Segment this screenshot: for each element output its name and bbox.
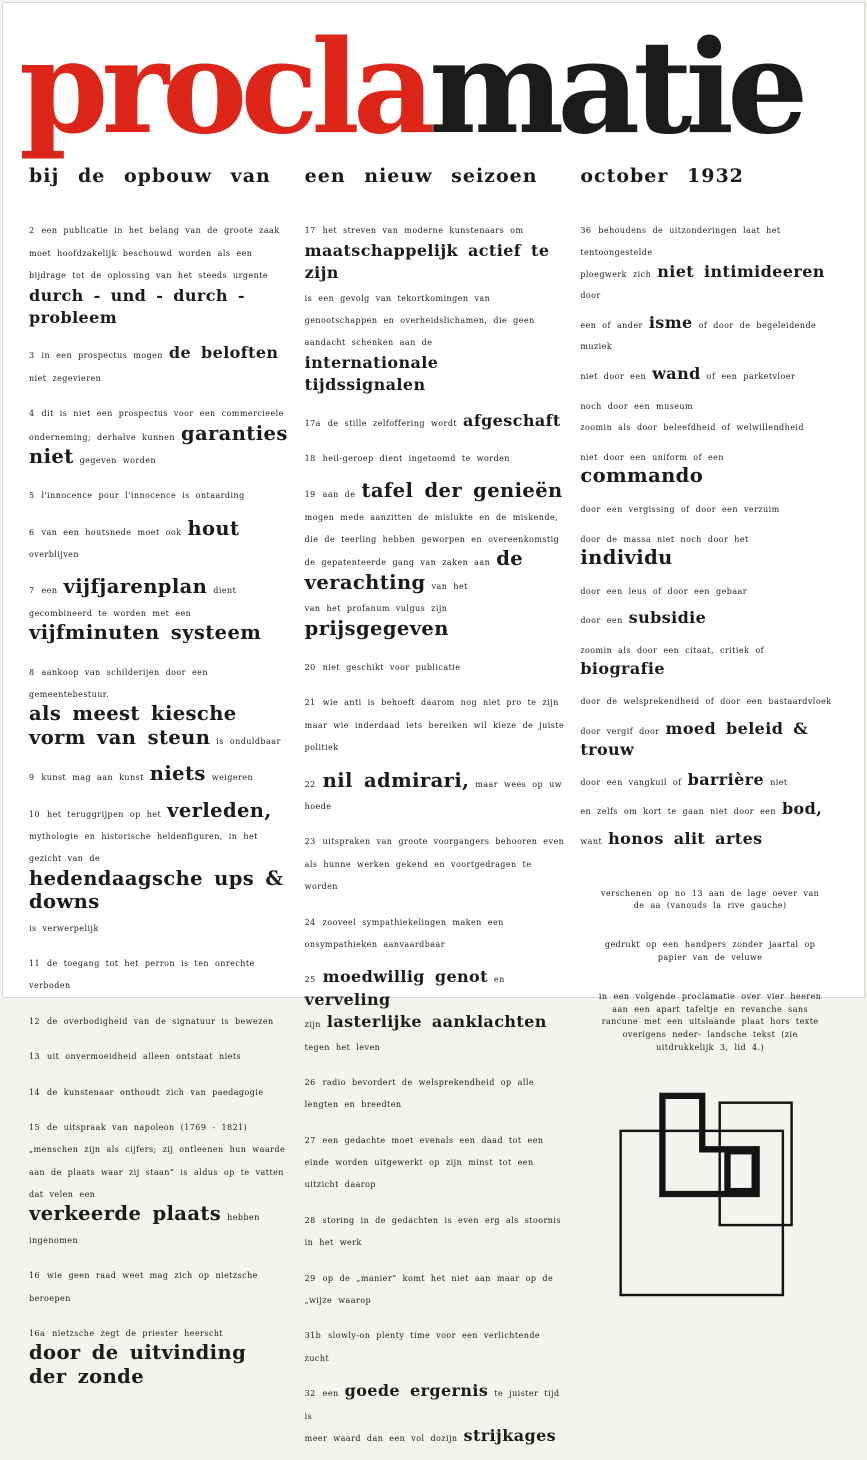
item-number: 27 <box>304 1135 316 1145</box>
item-number: 13 <box>29 1052 40 1062</box>
text-segment: de kunstenaar onthoudt zich van paedagogie <box>46 1087 264 1097</box>
item-number: 16 <box>29 1271 40 1281</box>
proclamation-item <box>29 576 289 645</box>
text-segment: afgeschaft <box>463 410 561 430</box>
item-number: 22 <box>304 779 316 789</box>
text-segment: door de uitvinding der zonde <box>29 1341 247 1388</box>
columns-container <box>3 155 864 1460</box>
item-number: 26 <box>304 1077 316 1087</box>
item-number: 24 <box>304 917 316 927</box>
text-segment: en zelfs om kort te gaan niet door een <box>580 807 782 817</box>
text-segment: honos alit artes <box>608 829 763 849</box>
item-number: 23 <box>304 837 316 847</box>
text-segment: de uitspraak van napoleon (1769 - 1821) „menschen zijn als cijfers; zij ontleenen hun waarde aan de plaats waar zij staan” is aldus op te vatten dat velen een <box>29 1122 286 1200</box>
item-number: 4 <box>29 409 35 419</box>
text-segment: gegeven worden <box>73 455 157 465</box>
proclamation-item <box>580 798 840 820</box>
text-segment: verkeerde plaats <box>29 1202 222 1226</box>
item-number: 17a <box>304 418 321 428</box>
column-october-1932 <box>580 165 840 1460</box>
text-segment: wand <box>652 363 701 383</box>
proclamation-item <box>580 312 840 355</box>
proclamation-item <box>305 828 565 895</box>
text-segment: dient gecombineerd te worden met een <box>29 586 237 618</box>
text-segment: l'innocence pour l'innocence is ontaarding <box>41 491 245 501</box>
text-segment: weigeren <box>205 773 254 783</box>
text-segment: uitspraken van groote voorgangers behooren even als hunne werken gekend en voortgedragen te worden <box>304 837 565 892</box>
text-segment: het teruggrijpen op het <box>46 809 168 819</box>
text-segment: nil admirari, <box>322 768 470 792</box>
text-segment: tegen het leven <box>304 1042 381 1052</box>
note-paragraph: gedrukt op een handpers zonder jaartal op papier van de veluwe <box>604 940 816 963</box>
text-segment: van het profanum vulgus zijn <box>304 604 448 614</box>
proclamation-item <box>29 1114 289 1249</box>
text-segment: ploegwerk zich <box>580 269 658 279</box>
item-number: 29 <box>304 1273 316 1283</box>
text-segment: door <box>580 291 601 301</box>
text-segment: niets <box>149 762 206 786</box>
text-segment: de stille zelfoffering wordt <box>327 418 464 428</box>
proclamation-item <box>305 770 565 816</box>
proclamation-item <box>580 393 840 436</box>
text-segment: een publicatie in het belang van de groote zaak moet hoofdzakelijk beschouwd worden als een bijdrage tot de oplossing van het steeds urgente <box>29 226 280 281</box>
item-number: 28 <box>304 1215 316 1225</box>
text-segment: door de massa niet noch door het <box>580 534 749 544</box>
proclamation-item <box>305 1127 565 1194</box>
text-segment: en <box>487 975 505 985</box>
text-segment: in een prospectus mogen <box>41 351 169 361</box>
proclamation-item <box>29 1079 289 1101</box>
proclamation-item <box>580 578 840 600</box>
item-number: 6 <box>29 527 35 537</box>
text-segment: behoudens de uitzonderingen laat het tentoongestelde <box>580 226 781 257</box>
proclamation-item <box>305 217 565 396</box>
text-segment: overblijven <box>29 550 79 560</box>
text-segment: moed beleid & trouw <box>580 718 809 760</box>
proclamation-item <box>580 828 840 850</box>
item-number: 5 <box>29 491 35 501</box>
text-segment: als meest kiesche vorm van steun <box>29 702 237 749</box>
proclamation-item <box>580 718 840 761</box>
proclamation-item <box>29 217 289 329</box>
proclamation-item <box>580 363 840 385</box>
proclamation-item <box>29 1320 289 1389</box>
proclamation-item <box>29 1262 289 1307</box>
item-number: 7 <box>29 586 35 596</box>
text-segment: zoomin als door een citaat, critiek of <box>580 645 765 655</box>
text-segment: te juister tijd is <box>304 1389 560 1421</box>
proclamation-item <box>29 518 289 564</box>
text-segment: het streven van moderne kunstenaars om <box>322 226 524 236</box>
text-segment: niet door een <box>580 371 653 381</box>
text-segment: vijfjarenplan <box>63 575 208 599</box>
proclamation-item <box>29 400 289 469</box>
text-segment: wie geen raad weet mag zich op nietzsche beroepen <box>29 1271 258 1303</box>
item-number: 2 <box>29 226 35 236</box>
text-segment: door vergif door <box>580 726 666 736</box>
proclamation-item <box>580 688 840 710</box>
text-segment: de overbodigheid van de signatuur is bewezen <box>46 1016 274 1026</box>
text-segment: durch - und - durch - probleem <box>29 285 245 327</box>
abstract-rectangles-figure <box>608 1081 812 1307</box>
item-number: 14 <box>29 1087 40 1097</box>
proclamation-item <box>580 637 840 680</box>
text-segment: is verwerpelijk <box>29 923 99 933</box>
text-segment: verleden, <box>167 798 272 822</box>
text-segment: door een <box>580 616 629 626</box>
text-segment: of een parketvloer <box>700 371 796 381</box>
thick-small-square <box>728 1151 755 1191</box>
proclamation-item <box>580 496 840 518</box>
proclamation-item <box>29 1008 289 1030</box>
proclamation-item <box>580 607 840 629</box>
item-number: 32 <box>304 1389 316 1399</box>
text-segment: kunst mag aan kunst <box>41 773 150 783</box>
text-segment: wie anti is behoeft daarom nog niet pro te zijn maar wie inderdaad iets bereiken wil kieze de juiste politiek <box>304 698 565 753</box>
text-segment: verveling <box>304 989 391 1009</box>
figure-container <box>580 1081 840 1307</box>
proclamation-item <box>29 950 289 995</box>
proclamation-item <box>305 1265 565 1310</box>
proclamation-item <box>305 445 565 467</box>
note-paragraph: in een volgende proclamatie over vier heeren aan een apart tafeltje en revanche sans rancune met een uitslaande plaat hors texte overigens neder- landsche tekst (zie uitdrukkelijk 3, lid 4.) <box>598 991 822 1053</box>
text-segment: strijkages <box>463 1425 557 1445</box>
column-items <box>305 217 565 1447</box>
text-segment: goede ergernis <box>344 1381 489 1401</box>
text-segment: door een vangkuil of <box>580 777 688 787</box>
proclamation-item <box>305 1322 565 1367</box>
text-segment: lasterlijke aanklachten <box>326 1012 547 1032</box>
colophon-notes <box>580 888 840 1055</box>
text-segment: niet zegevieren <box>29 373 102 383</box>
proclamation-item <box>305 654 565 676</box>
item-number: 25 <box>304 975 316 985</box>
note-paragraph: verschenen op no 13 aan de lage oever van de aa (vanouds la rive gauche) <box>601 888 820 911</box>
text-segment: op de „manier” komt het niet aan maar op de „wijze waarop <box>304 1273 554 1306</box>
proclamation-item <box>305 410 565 432</box>
proclamation-item <box>29 763 289 786</box>
item-number: 19 <box>304 490 316 500</box>
text-segment: radio bevordert de welsprekendheid op alle lengten en breedten <box>304 1077 535 1110</box>
text-segment: niet <box>764 777 788 787</box>
text-segment: een <box>41 586 64 596</box>
column-bij-de-opbouw <box>29 165 289 1460</box>
item-number: 3 <box>29 351 35 361</box>
text-segment: storing in de gedachten is even erg als stoornis in het werk <box>304 1215 561 1248</box>
text-segment: internationale tijdssignalen <box>304 352 439 395</box>
text-segment: niet door een uniform of een <box>580 452 724 462</box>
column-header: bij de opbouw van <box>29 165 271 188</box>
text-segment: nietzsche zegt de priester heerscht <box>52 1329 224 1339</box>
text-segment: aankoop van schilderijen door een gemeentebestuur. <box>29 667 208 700</box>
text-segment: meer waard dan een vol dozijn <box>304 1433 464 1443</box>
proclamation-item <box>580 217 840 303</box>
text-segment: door een vergissing of door een verzuim <box>580 504 780 514</box>
text-segment: biografie <box>580 659 665 679</box>
text-segment: zoomin als door beleefdheid of welwillendheid <box>580 423 804 433</box>
proclamation-item <box>29 342 289 387</box>
item-number: 16a <box>29 1329 46 1339</box>
text-segment: door de welsprekendheid of door een bastaardvloek <box>580 697 832 707</box>
item-number: 15 <box>29 1122 40 1132</box>
text-segment: heil-geroep dient ingetoomd te worden <box>322 453 510 463</box>
column-items <box>29 217 289 1389</box>
poster-title <box>3 3 864 163</box>
text-segment: de beloften <box>168 343 279 363</box>
text-segment: vijfminuten systeem <box>29 621 262 645</box>
text-segment: de verachting <box>304 547 524 594</box>
text-segment: hedendaagsche ups & downs <box>29 866 284 914</box>
text-segment: is een gevolg van tekortkomingen van genootschappen en overheidslichamen, die geen aandacht schenken aan de <box>304 293 535 348</box>
proclamation-item <box>580 769 840 791</box>
item-number: 36 <box>580 226 592 236</box>
text-segment: de toegang tot het perron is ten onrechte verboden <box>29 958 255 991</box>
poster-title-black-part: matie <box>428 13 802 163</box>
proclamation-poster <box>2 2 865 1445</box>
text-segment: tafel der genieën <box>361 479 563 503</box>
text-segment: individu <box>580 546 673 570</box>
column-header: een nieuw seizoen <box>304 165 538 188</box>
item-number: 12 <box>29 1016 40 1026</box>
text-segment: of door de begeleidende muziek <box>580 320 817 352</box>
item-number: 10 <box>29 809 40 819</box>
text-segment: maar wees op uw hoede <box>304 779 562 811</box>
item-number: 17 <box>304 226 316 236</box>
item-number: 31b <box>304 1331 322 1341</box>
text-segment: want <box>580 837 609 847</box>
text-segment: maatschappelijk actief te zijn <box>304 240 550 283</box>
text-segment: aan de <box>322 490 362 500</box>
text-segment: commando <box>580 464 704 488</box>
item-number: 11 <box>29 958 40 968</box>
proclamation-item <box>29 1043 289 1065</box>
proclamation-item <box>305 1069 565 1114</box>
item-number: 9 <box>29 773 35 783</box>
poster-title-red-part: procla <box>19 13 429 163</box>
text-segment: slowly-on plenty time voor een verlichtende zucht <box>304 1331 541 1363</box>
text-segment: is onduldbaar <box>210 736 281 746</box>
text-segment: dit is niet een prospectus voor een commercieele onderneming; derhalve kunnen <box>29 409 284 442</box>
text-segment: prijsgegeven <box>304 616 449 640</box>
item-number: 18 <box>304 453 316 463</box>
text-segment: bod, <box>781 799 823 819</box>
column-items <box>580 217 840 849</box>
text-segment: noch door een museum <box>580 401 694 411</box>
thick-l-shape <box>663 1096 757 1194</box>
text-segment: niet intimideeren <box>657 261 825 281</box>
text-segment: garanties niet <box>29 421 288 468</box>
column-header: october 1932 <box>580 165 744 188</box>
text-segment: door een leus of door een gebaar <box>580 586 748 596</box>
item-number: 20 <box>304 663 316 673</box>
proclamation-item <box>305 1380 565 1447</box>
text-segment: mythologie en historische heldenfiguren, in het gezicht van de <box>29 831 258 864</box>
text-segment: hebben ingenomen <box>29 1213 260 1245</box>
proclamation-item <box>305 689 565 756</box>
proclamation-item <box>580 444 840 488</box>
item-number: 21 <box>304 698 316 708</box>
text-segment: isme <box>648 312 693 332</box>
text-segment: een <box>322 1389 345 1399</box>
text-segment: niet geschikt voor publicatie <box>322 663 461 673</box>
text-segment: mogen mede aanzitten de mislukte en de miskende, die de teerling hebben geworpen en overeenkomstig de gepatenteerde gang van zaken aan <box>304 512 560 568</box>
text-segment: subsidie <box>628 608 707 628</box>
proclamation-item <box>305 1207 565 1252</box>
proclamation-item <box>29 800 289 937</box>
column-een-nieuw-seizoen <box>305 165 565 1460</box>
text-segment: moedwillig genot <box>322 967 488 987</box>
text-segment: een gedachte moet evenals een daad tot een einde worden uitgewerkt op zijn minst tot een uitzicht daarop <box>304 1135 544 1190</box>
proclamation-item <box>29 482 289 504</box>
text-segment: zooveel sympathiekelingen maken een onsympathieken aanvaardbaar <box>304 917 504 949</box>
text-segment: van een houtsnede moet ook <box>41 527 188 537</box>
text-segment: zijn <box>304 1020 327 1030</box>
proclamation-item <box>305 909 565 954</box>
proclamation-item <box>305 480 565 641</box>
item-number: 8 <box>29 667 35 677</box>
text-segment: van het <box>425 581 468 591</box>
text-segment: hout <box>187 516 240 540</box>
proclamation-item <box>305 966 565 1056</box>
text-segment: een of ander <box>580 320 649 330</box>
proclamation-item <box>29 659 289 751</box>
text-segment: barrière <box>687 769 765 789</box>
text-segment: uit onvermoeidheid alleen ontstaat niets <box>46 1052 242 1062</box>
proclamation-item <box>580 526 840 570</box>
